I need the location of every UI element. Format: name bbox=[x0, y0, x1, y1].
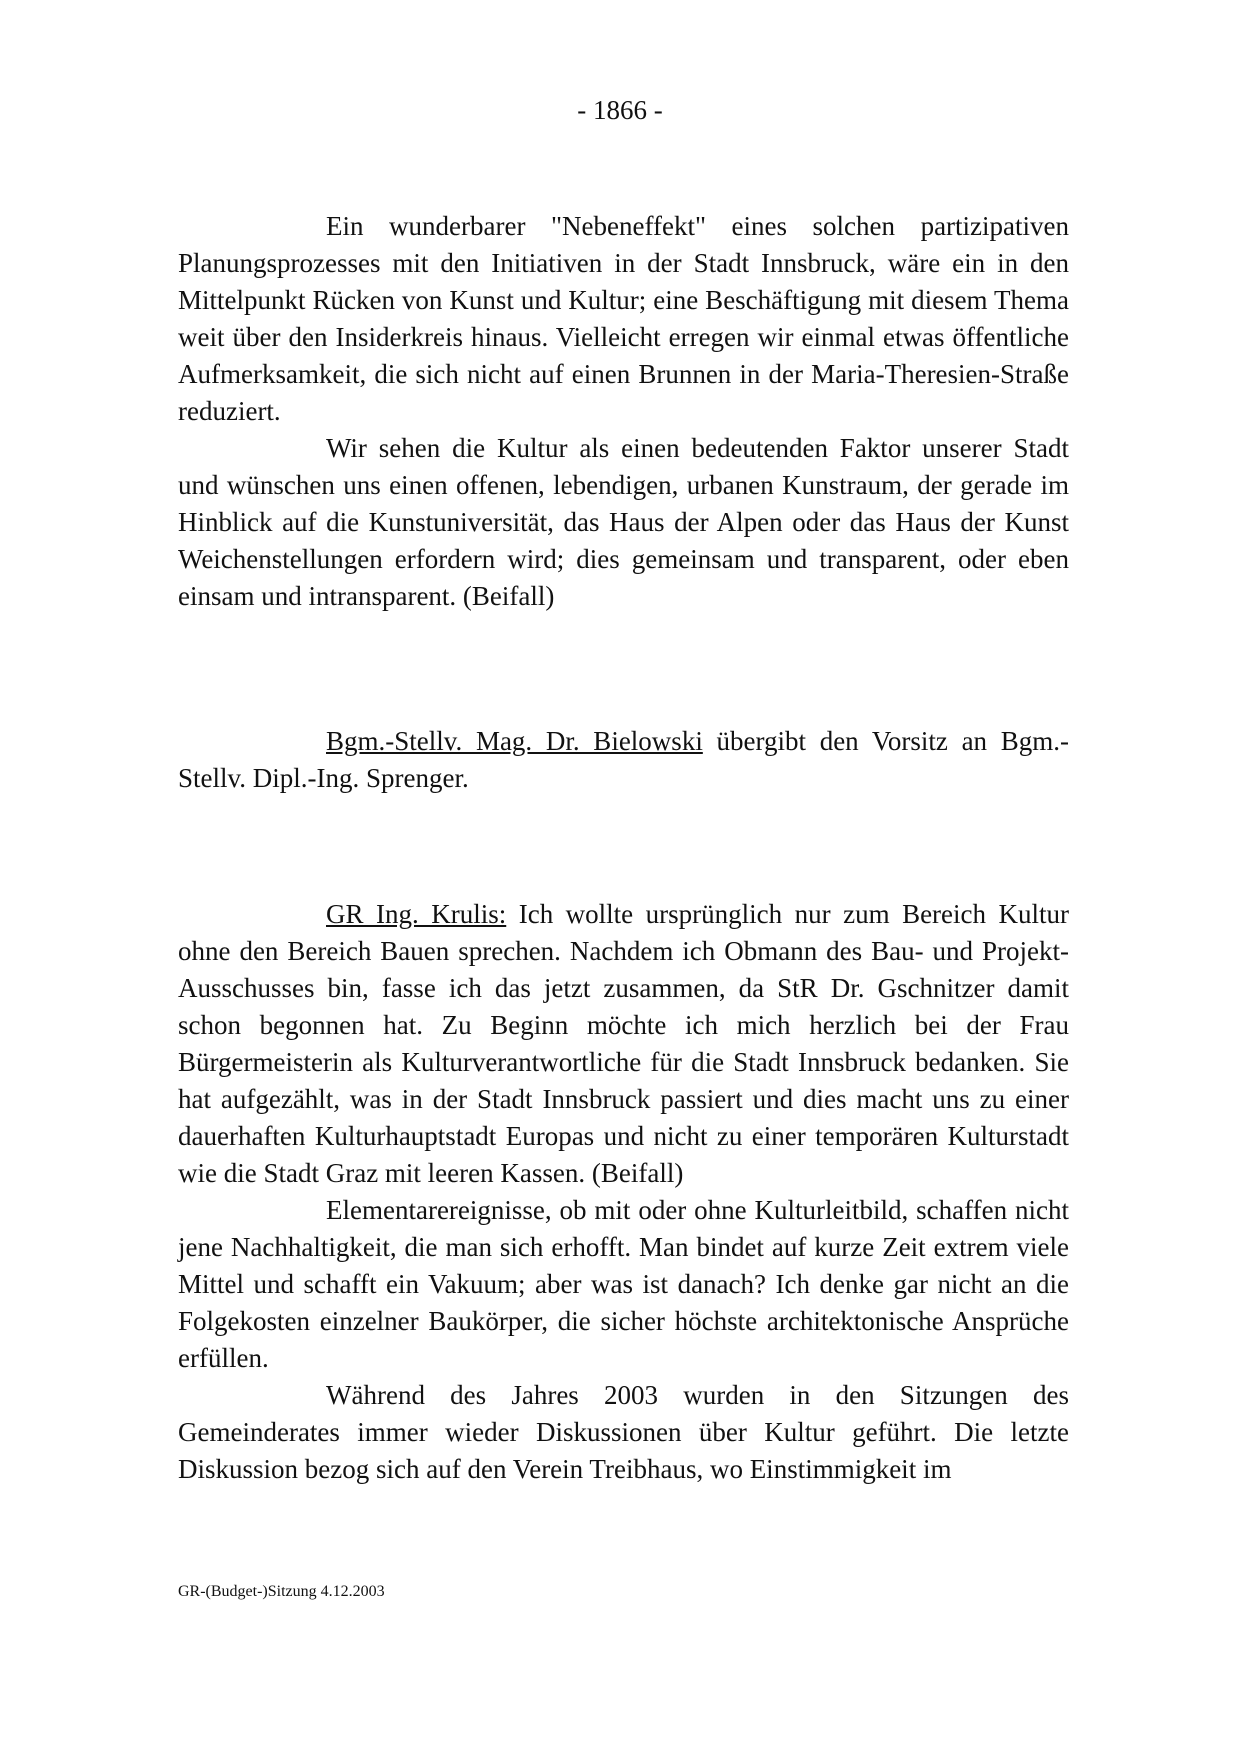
paragraph-group-1 bbox=[178, 208, 1069, 615]
chair-transfer-paragraph bbox=[178, 723, 1069, 797]
chair-speaker-name: Bgm.-Stellv. Mag. Dr. Bielowski bbox=[326, 726, 703, 756]
chair-transfer-note bbox=[178, 723, 1069, 797]
chair-transfer-text: übergibt den Vorsitz an Bgm.-Stellv. Dipl.-Ing. Sprenger. bbox=[178, 726, 1070, 793]
paragraph-5: Während des Jahres 2003 wurden in den Sitzungen des Gemeinderates immer wieder Diskussionen über Kultur geführt. Die letzte Diskussion bezog sich auf den Verein Treibhaus, wo Einstimmigkeit im bbox=[178, 1380, 1069, 1484]
page-number: - 1866 - bbox=[577, 95, 663, 125]
speech-paragraph bbox=[178, 896, 1069, 1192]
speech-speaker-name: GR Ing. Krulis: bbox=[326, 899, 507, 929]
speech-section bbox=[178, 896, 1069, 1488]
speech-text: Ich wollte ursprünglich nur zum Bereich Kultur ohne den Bereich Bauen sprechen. Nachdem ich Obmann des Bau- und Projekt-Ausschusses bin, fasse ich das jetzt zusammen, da StR Dr. Gschnitzer damit schon begonnen hat. Zu Beginn möchte ich mich herzlich bei der Frau Bürgermeisterin als Kulturverantwortliche für die Stadt Innsbruck bedanken. Sie hat aufgezählt, was in der Stadt Innsbruck passiert und dies macht uns zu einer dauerhaften Kulturhauptstadt Europas und nicht zu einer temporären Kulturstadt wie die Stadt Graz mit leeren Kassen. (Beifall) bbox=[178, 899, 1069, 1188]
paragraph-2: Wir sehen die Kultur als einen bedeutenden Faktor unserer Stadt und wünschen uns einen offenen, lebendigen, urbanen Kunstraum, der gerade im Hinblick auf die Kunstuniversität, das Haus der Alpen oder das Haus der Kunst Weichenstellungen erfordern wird; dies gemeinsam und transparent, oder eben einsam und intransparent. (Beifall) bbox=[178, 433, 1069, 611]
paragraph-4: Elementarereignisse, ob mit oder ohne Kulturleitbild, schaffen nicht jene Nachhaltigkeit, die man sich erhofft. Man bindet auf kurze Zeit extrem viele Mittel und schafft ein Vakuum; aber was ist danach? Ich denke gar nicht an die Folgekosten einzelner Baukörper, die sicher höchste architektonische Ansprüche erfüllen. bbox=[178, 1195, 1069, 1373]
paragraph-1: Ein wunderbarer "Nebeneffekt" eines solchen partizipativen Planungsprozesses mit den Initiativen in der Stadt Innsbruck, wäre ein in den Mittelpunkt Rücken von Kunst und Kultur; eine Beschäftigung mit diesem Thema weit über den Insiderkreis hinaus. Vielleicht erregen wir einmal etwas öffentliche Aufmerksamkeit, die sich nicht auf einen Brunnen in der Maria-Theresien-Straße reduziert. bbox=[178, 211, 1069, 426]
page-footer: GR-(Budget-)Sitzung 4.12.2003 bbox=[178, 1583, 385, 1600]
